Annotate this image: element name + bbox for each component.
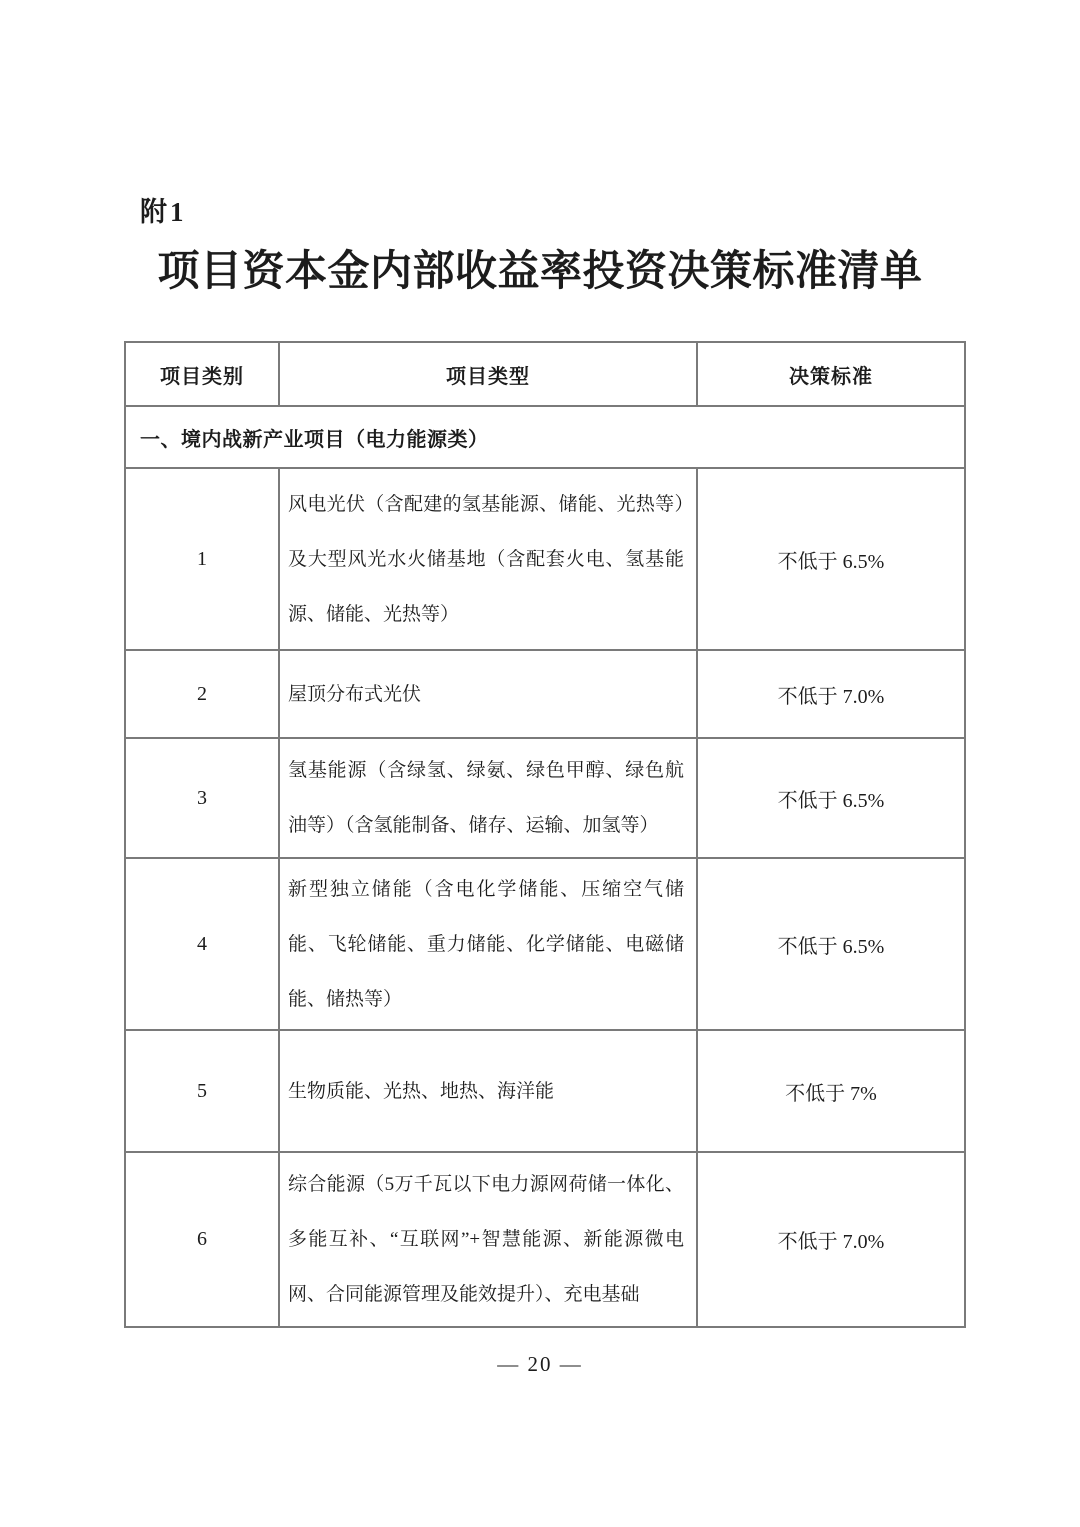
cell-category-no: 1 [125, 468, 279, 650]
cell-decision-standard: 不低于 7.0% [697, 1152, 965, 1327]
cell-project-type: 氢基能源（含绿氢、绿氨、绿色甲醇、绿色航油等）（含氢能制备、储存、运输、加氢等） [279, 738, 697, 858]
cell-category-no: 2 [125, 650, 279, 738]
cell-category-no: 4 [125, 858, 279, 1030]
cell-decision-standard: 不低于 6.5% [697, 738, 965, 858]
cell-category-no: 6 [125, 1152, 279, 1327]
cell-project-type: 屋顶分布式光伏 [279, 650, 697, 738]
cell-decision-standard: 不低于 6.5% [697, 468, 965, 650]
col-header-category: 项目类别 [125, 342, 279, 406]
cell-project-type: 综合能源（5万千瓦以下电力源网荷储一体化、多能互补、“互联网”+智慧能源、新能源微电网、合同能源管理及能效提升）、充电基础 [279, 1152, 697, 1327]
cell-decision-standard: 不低于 7.0% [697, 650, 965, 738]
table-row [125, 468, 965, 650]
table-row [125, 858, 965, 1030]
section-title: 一、境内战新产业项目（电力能源类） [125, 406, 965, 468]
decision-standard-table [124, 341, 966, 1328]
table-section-row [125, 406, 965, 468]
table-row [125, 1030, 965, 1152]
table-row [125, 1152, 965, 1327]
cell-project-type: 生物质能、光热、地热、海洋能 [279, 1030, 697, 1152]
cell-category-no: 5 [125, 1030, 279, 1152]
cell-project-type: 新型独立储能（含电化学储能、压缩空气储能、飞轮储能、重力储能、化学储能、电磁储能、储热等） [279, 858, 697, 1030]
cell-decision-standard: 不低于 6.5% [697, 858, 965, 1030]
table-row [125, 650, 965, 738]
page-number: — 20 — [497, 1352, 583, 1376]
table-row [125, 738, 965, 858]
attachment-label: 附1 [140, 197, 187, 227]
col-header-standard: 决策标准 [697, 342, 965, 406]
table-header-row [125, 342, 965, 406]
cell-decision-standard: 不低于 7% [697, 1030, 965, 1152]
cell-category-no: 3 [125, 738, 279, 858]
page-title: 项目资本金内部收益率投资决策标准清单 [157, 249, 923, 295]
cell-project-type: 风电光伏（含配建的氢基能源、储能、光热等）及大型风光水火储基地（含配套火电、氢基能源、储能、光热等） [279, 468, 697, 650]
col-header-type: 项目类型 [279, 342, 697, 406]
